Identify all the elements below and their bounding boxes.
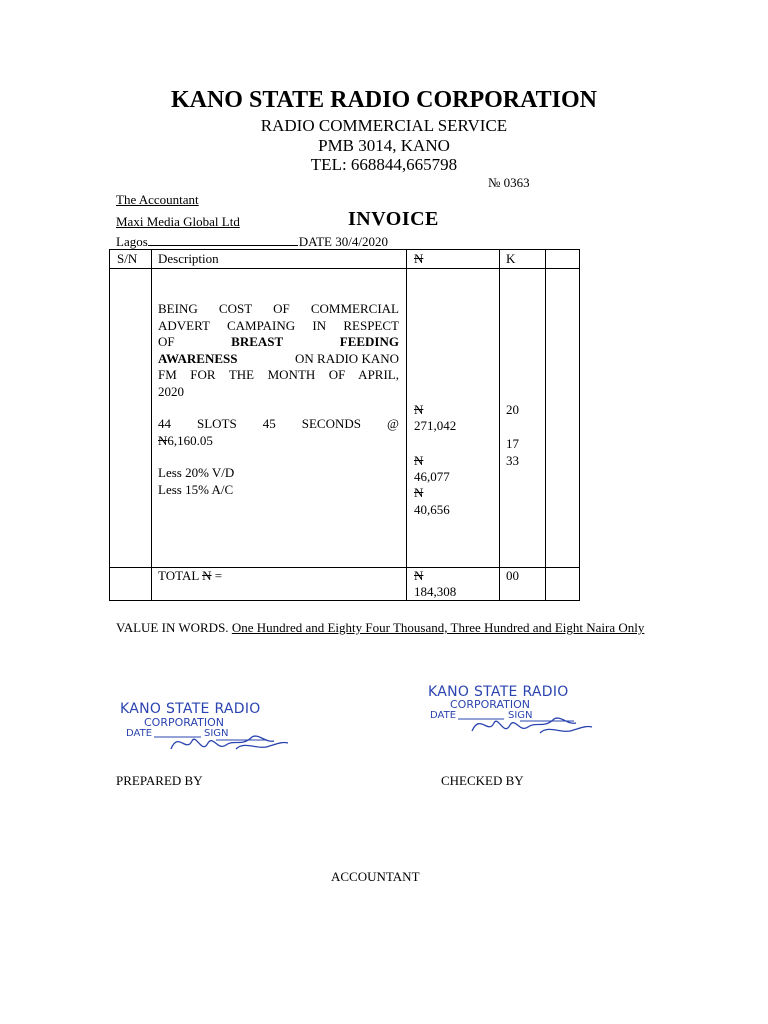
rate-line [158,433,399,450]
naira-symbol: N [414,453,424,468]
stamp-text: KANO STATE RADIO [428,684,569,700]
column-header-kobo: K [506,251,516,266]
column-header-naira: N [414,251,424,266]
addressee-city: Lagos [116,234,148,249]
table-divider [406,250,407,600]
description-line [158,384,399,401]
description-spacer [158,449,399,465]
slot-rate: 6,160.05 [167,432,213,448]
official-stamp [116,697,300,771]
description-text: ON RADIO KANO [295,350,399,366]
naira-symbol: N [414,485,424,500]
column-header-description: Description [158,251,219,266]
addressee-company: Maxi Media Global Ltd [116,214,240,229]
total-amount: 184,308 [414,584,457,599]
invoice-heading: INVOICE [348,208,439,230]
naira-symbol: N [158,432,168,448]
stamp-text: SIGN [204,728,229,739]
description-text: FM FOR THE MONTH OF APRIL, [158,367,399,382]
invoice-table [109,249,580,601]
accountant-label: ACCOUNTANT [331,869,420,884]
column-header-sn: S/N [117,251,138,266]
handwritten-signature [424,681,612,755]
addressee-title: The Accountant [116,192,199,207]
value-in-words-text: One Hundred and Eighty Four Thousand, Three Hundred and Eight Naira Only [231,620,645,635]
naira-symbol: N [202,568,212,583]
handwritten-signature [116,697,300,771]
city-underline [148,234,298,246]
stamp-text: KANO STATE RADIO [120,701,261,717]
stamp-text: CORPORATION [450,698,530,711]
description-line [158,334,399,351]
organization-name: KANO STATE RADIO CORPORATION [170,87,598,113]
vd-amount: 46,077 [414,469,450,484]
item-description [158,301,399,498]
gross-amount: 271,042 [414,418,457,433]
invoice-number: № 0363 [488,175,530,190]
slots-word: SLOTS [197,416,237,431]
total-kobo: 00 [506,568,519,583]
description-emphasis: AWARENESS [158,350,238,366]
description-emphasis: BREAST [231,334,284,349]
description-text: ADVERT CAMPAING IN RESPECT [158,317,399,333]
description-line [158,318,399,335]
invoice-date: DATE 30/4/2020 [298,234,388,249]
description-text: OF [158,334,175,349]
description-emphasis: FEEDING [339,334,399,349]
table-divider [499,250,500,600]
telephone: TEL: 668844,665798 [310,155,458,174]
less-ac: Less 15% A/C [158,481,234,497]
naira-symbol: N [414,402,424,417]
less-line [158,465,399,482]
stamp-text: CORPORATION [144,716,224,729]
at-sign: @ [386,416,399,431]
table-divider [151,250,152,600]
checked-by-label: CHECKED BY [441,773,524,788]
description-line [158,301,399,318]
description-text: BEING COST OF COMMERCIAL [158,301,399,316]
seconds-word: SECONDS [301,416,361,431]
ac-kobo: 33 [506,453,519,468]
vd-kobo: 17 [506,436,519,451]
description-line [158,367,399,384]
less-vd: Less 20% V/D [158,465,235,480]
description-line [158,351,399,368]
stamp-text: SIGN [508,710,533,721]
stamp-text: DATE [126,728,153,739]
slots-count: 44 [158,416,171,431]
slots-line [158,416,399,433]
total-label [158,568,222,585]
description-text: 2020 [158,383,184,399]
slot-duration: 45 [262,416,276,431]
stamp-text: DATE [430,710,457,721]
value-in-words-label: VALUE IN WORDS. [116,620,229,635]
naira-symbol: N [414,568,424,583]
less-line [158,482,399,499]
service-name: RADIO COMMERCIAL SERVICE [260,116,508,135]
addressee-city-line [116,234,388,250]
official-stamp [424,681,612,755]
value-in-words [116,619,652,636]
postal-address: PMB 3014, KANO [318,136,450,155]
table-divider [545,250,546,600]
total-word: TOTAL [158,568,199,583]
gross-kobo: 20 [506,402,519,417]
equals-sign: = [214,568,223,583]
ac-amount: 40,656 [414,502,450,517]
description-spacer [158,400,399,416]
prepared-by-label: PREPARED BY [116,773,203,788]
table-header-rule [110,268,579,269]
